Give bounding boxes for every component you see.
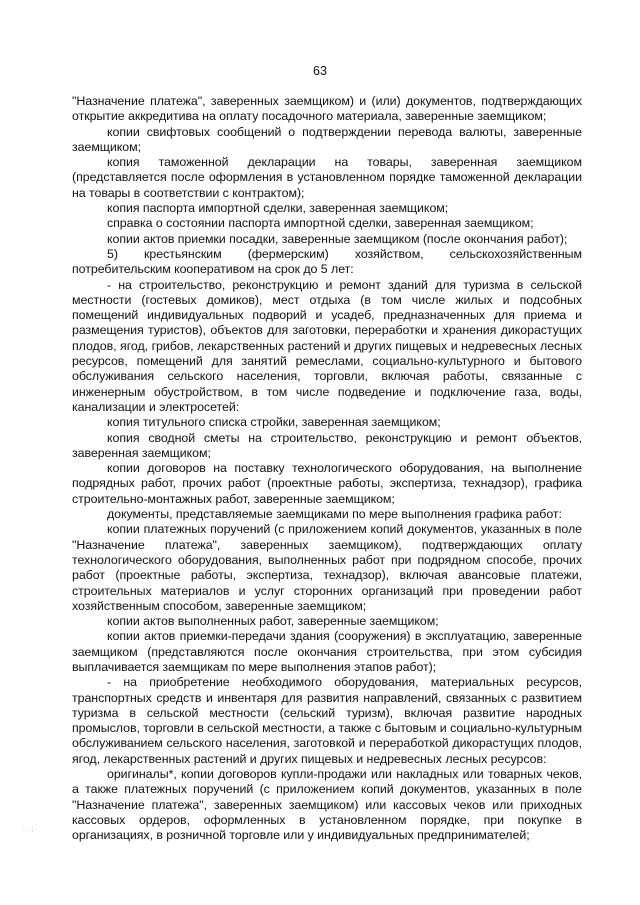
paragraph: справка о состоянии паспорта импортной сделки, заверенная заемщиком; [107,216,534,231]
paragraph: копия титульного списка стройки, заверенная заемщиком; [107,415,441,430]
document-body [72,94,582,844]
paragraph: оригиналы*, копии договоров купли-продажи или накладных или товарных чеков, а также платежных поручений (с приложением копий документов, указанных в поле "Назначение платежа", заверенных заемщиком) или кассовых чеков или приходных кассовых ордеров, оформленных в установленном порядке, при покупке в организациях, в розничной торговле или у индивидуальных предпринимателей; [72,767,582,843]
paragraph: копии свифтовых сообщений о подтверждении перевода валюты, заверенные заемщиком; [72,124,582,154]
paragraph: копии актов приемки посадки, заверенные заемщиком (после окончания работ); [107,231,568,246]
paragraph: копии актов приемки-передачи здания (сооружения) в эксплуатацию, заверенные заемщиком (представляются после окончания строительства, при этом субсидия выплачивается заемщикам по мере выполнения этапов работ); [72,629,582,674]
paragraph: копия паспорта импортной сделки, заверенная заемщиком; [107,201,449,216]
paragraph: документы, представляемые заемщиками по мере выполнения графика работ: [107,507,562,522]
paragraph: - на приобретение необходимого оборудования, материальных ресурсов, транспортных средств и инвентаря для развития направлений, связанных с развитием туризма в сельской местности (сельский туризм), включая развитие народных промыслов, торговли в сельской местности, а также с бытовым и социально-культурным обслуживанием сельского населения, заготовкой и переработкой дикорастущих плодов, ягод, лекарственных растений и других пищевых и недревесных лесных ресурсов: [72,675,582,766]
paragraph: - на строительство, реконструкцию и ремонт зданий для туризма в сельской местности (гостевых домиков), мест отдыха (в том числе жилых и подсобных помещений индивидуальных подворий и усадеб, предназначенных для приема и размещения туристов), объектов для заготовки, переработки и хранения дикорастущих плодов, ягод, грибов, лекарственных растений и других пищевых и недревесных лесных ресурсов, помещений для занятий ремеслами, социально-культурного и бытового обслуживания сельского населения, торговли, включая работы, связанные с инженерным обустройством, в том числе подведение и подключение газа, воды, канализации и электросетей: [72,277,582,414]
paragraph: копия таможенной декларации на товары, заверенная заемщиком (представляется после оформления в установленном порядке таможенной декларации на товары в соответствии с контрактом); [72,155,582,200]
paragraph: копии платежных поручений (с приложением копий документов, указанных в поле "Назначение платежа", заверенных заемщиком), подтверждающих оплату технологического оборудования, выполненных работ при подрядном способе, прочих работ (проектные работы, экспертиза, технадзор), включая авансовые платежи, строительных материалов и услуг сторонних организаций при проведении работ хозяйственным способом, заверенные заемщиком; [72,522,582,613]
paragraph: копии договоров на поставку технологического оборудования, на выполнение подрядных работ, прочих работ (проектные работы, экспертиза, технадзор), графика строительно-монтажных работ, заверенные заемщиком; [72,461,582,506]
paragraph: "Назначение платежа", заверенных заемщиком) и (или) документов, подтверждающих открытие аккредитива на оплату посадочного материала, заверенные заемщиком; [72,94,582,124]
paragraph: 5) крестьянским (фермерским) хозяйством, сельскохозяйственным потребительским кооперативом на срок до 5 лет: [72,246,582,277]
paragraph: копия сводной сметы на строительство, реконструкцию и ремонт объектов, заверенная заемщиком; [72,430,582,460]
scan-margin-mark: ·.·;· [22,826,38,833]
paragraph: копии актов выполненных работ, заверенные заемщиком; [107,614,439,629]
page-number: 63 [313,64,327,78]
